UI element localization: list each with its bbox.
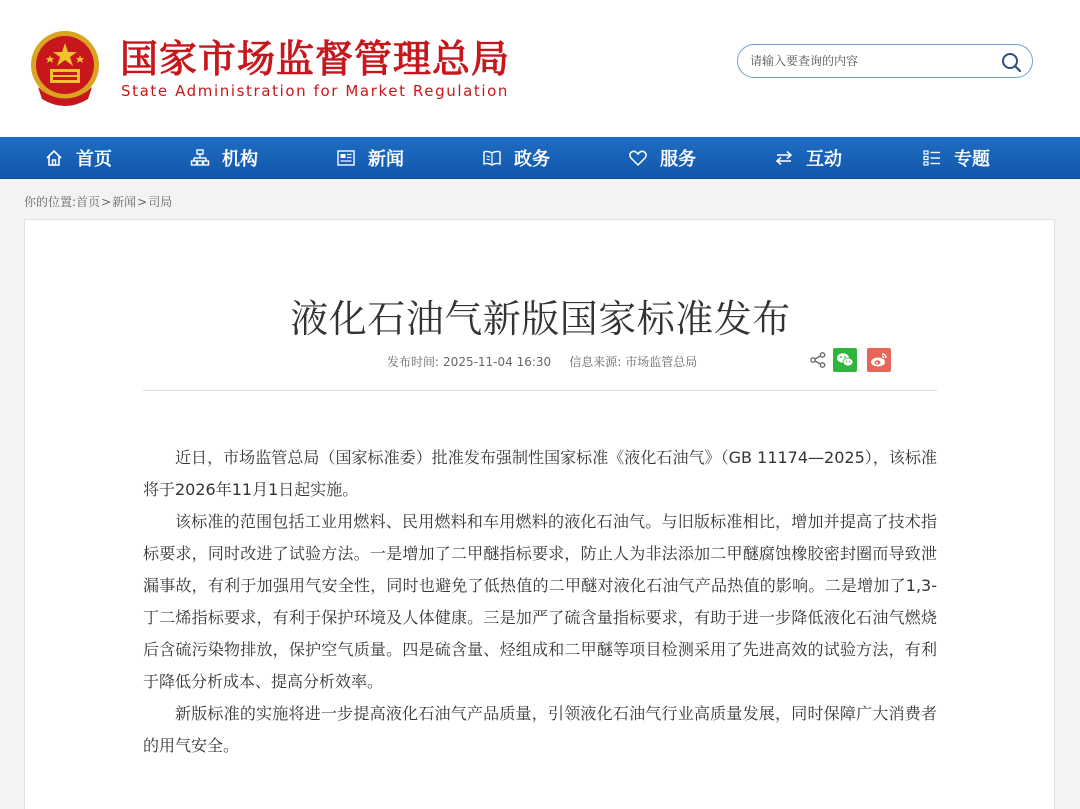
list-icon xyxy=(922,148,942,168)
nav-item-service[interactable] xyxy=(628,137,696,179)
source-label: 信息来源: xyxy=(569,355,622,369)
search-icon[interactable] xyxy=(1000,51,1022,73)
article-paragraph: 新版标准的实施将进一步提高液化石油气产品质量，引领液化石油气行业高质量发展，同时保障广大消费者的用气安全。 xyxy=(143,704,937,755)
article-paragraph: 该标准的范围包括工业用燃料、民用燃料和车用燃料的液化石油气。与旧版标准相比，增加并提高了技术指标要求，同时改进了试验方法。一是增加了二甲醚指标要求，防止人为非法添加二甲醚腐蚀橡胶密封圈而导致泄漏事故，有利于加强用气安全性，同时也避免了低热值的二甲醚对液化石油气产品热值的影响。二是增加了1,3-丁二烯指标要求，有利于保护环境及人体健康。三是加严了硫含量指标要求，有助于进一步降低液化石油气燃烧后含硫污染物排放，保护空气质量。四是硫含量、烃组成和二甲醚等项目检测采用了先进高效的试验方法，有利于降低分析成本、提高分析效率。 xyxy=(143,512,937,691)
article-title: 液化石油气新版国家标准发布 xyxy=(290,297,791,341)
nav-item-topic[interactable] xyxy=(922,137,990,179)
breadcrumb-separator: > xyxy=(137,195,148,209)
article-meta xyxy=(387,353,701,370)
breadcrumb xyxy=(24,193,172,210)
nav-label: 专题 xyxy=(954,149,990,170)
national-emblem-icon[interactable] xyxy=(28,29,102,107)
site-title[interactable]: 国家市场监督管理总局 xyxy=(120,37,511,81)
search-input[interactable] xyxy=(750,52,990,70)
weibo-icon[interactable] xyxy=(867,348,891,372)
nav-label: 机构 xyxy=(222,149,258,170)
breadcrumb-link-department[interactable]: 司局 xyxy=(148,195,173,209)
nav-item-org[interactable] xyxy=(190,137,258,179)
nav-item-news[interactable] xyxy=(336,137,404,179)
nav-item-interact[interactable] xyxy=(774,137,842,179)
heart-icon xyxy=(628,148,648,168)
breadcrumb-link-home[interactable]: 首页 xyxy=(76,195,101,209)
nav-item-home[interactable] xyxy=(44,137,112,179)
main-nav xyxy=(0,137,1080,179)
breadcrumb-separator: > xyxy=(101,195,112,209)
article-paragraph: 近日，市场监管总局（国家标准委）批准发布强制性国家标准《液化石油气》（GB 11174—2025），该标准将于2026年11月1日起实施。 xyxy=(143,448,937,499)
publish-time-label: 发布时间: xyxy=(387,355,440,369)
home-icon xyxy=(44,148,64,168)
nav-label: 互动 xyxy=(806,149,842,170)
article-body xyxy=(143,442,937,762)
source: 市场监管总局 xyxy=(625,355,698,369)
nav-item-gov[interactable] xyxy=(482,137,550,179)
site-header xyxy=(0,0,1080,137)
breadcrumb-prefix: 你的位置: xyxy=(24,195,77,209)
title-divider xyxy=(143,390,937,391)
wechat-icon[interactable] xyxy=(833,348,857,372)
article-card xyxy=(24,219,1055,809)
publish-time: 2025-11-04 16:30 xyxy=(443,355,552,369)
site-subtitle: State Administration for Market Regulation xyxy=(121,82,510,100)
nav-label: 政务 xyxy=(514,149,550,170)
breadcrumb-link-news[interactable]: 新闻 xyxy=(112,195,137,209)
exchange-arrows-icon xyxy=(774,148,794,168)
share-bar xyxy=(809,348,891,372)
org-chart-icon xyxy=(190,148,210,168)
book-icon xyxy=(482,148,502,168)
nav-label: 新闻 xyxy=(368,149,404,170)
news-icon xyxy=(336,148,356,168)
nav-label: 服务 xyxy=(660,149,696,170)
share-icon[interactable] xyxy=(809,351,827,369)
search-box xyxy=(737,44,1033,78)
nav-label: 首页 xyxy=(76,149,112,170)
